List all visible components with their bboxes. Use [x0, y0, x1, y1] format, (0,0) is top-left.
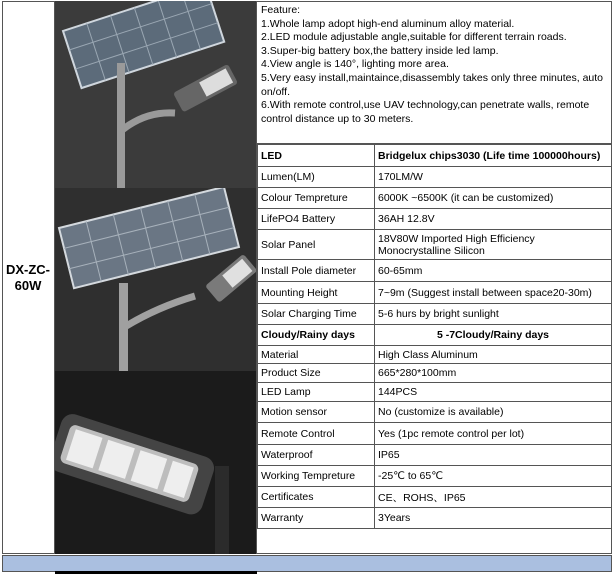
feature-item: 3.Super-big battery box,the battery inside led lamp. [261, 44, 499, 57]
lamp-head-image [55, 371, 257, 554]
spec-key: Product Size [258, 364, 375, 383]
spec-row [258, 346, 612, 364]
spec-value: 6000K ~6500K (it can be customized) [375, 188, 612, 209]
spec-value: -25℃ to 65℃ [375, 466, 612, 487]
spec-key: Motion sensor [258, 402, 375, 423]
feature-item: 5.Very easy install,maintaince,disassembly takes only three minutes, auto on/off. [261, 71, 604, 98]
spec-key: LED Lamp [258, 383, 375, 402]
spec-row [258, 364, 612, 383]
spec-key: Mounting Height [258, 282, 375, 304]
spec-value: 144PCS [375, 383, 612, 402]
spec-row [258, 487, 612, 508]
spec-value: 36AH 12.8V [375, 209, 612, 230]
spec-key: Lumen(LM) [258, 167, 375, 188]
spec-row [258, 383, 612, 402]
spec-value: 665*280*100mm [375, 364, 612, 383]
spec-row [258, 304, 612, 325]
spec-value: High Class Aluminum [375, 346, 612, 364]
product-photo-lamp-head [55, 371, 257, 554]
spec-key: Solar Panel [258, 230, 375, 260]
solar-street-light-image [55, 1, 257, 188]
product-photo-front [55, 1, 257, 188]
spec-key: Cloudy/Rainy days [258, 325, 375, 346]
spec-row [258, 188, 612, 209]
feature-list [257, 1, 612, 144]
spec-value: No (customize is available) [375, 402, 612, 423]
spec-row [258, 282, 612, 304]
solar-panel-pole-image [55, 188, 257, 371]
feature-heading: Feature: [261, 4, 301, 16]
spec-row [258, 508, 612, 529]
spec-row [258, 230, 612, 260]
spec-value: 60-65mm [375, 260, 612, 282]
spec-row [258, 466, 612, 487]
product-photo-side [55, 188, 257, 371]
spec-value: 18V80W Imported High Efficiency Monocrystalline Silicon [375, 230, 612, 260]
feature-item: 2.LED module adjustable angle,suitable for different terrain roads. [261, 31, 567, 44]
spec-table [257, 144, 612, 529]
spec-value: 5-6 hurs by bright sunlight [375, 304, 612, 325]
spec-row [258, 445, 612, 466]
spec-row [258, 423, 612, 445]
model-label: DX-ZC- 60W [5, 261, 51, 293]
bottom-band [2, 555, 612, 572]
spec-key: Warranty [258, 508, 375, 529]
spec-value: Bridgelux chips3030 (Life time 100000hours) [375, 145, 612, 167]
spec-value: Yes (1pc remote control per lot) [375, 423, 612, 445]
spec-row [258, 325, 612, 346]
spec-value: 3Years [375, 508, 612, 529]
spec-value: CE、ROHS、IP65 [375, 487, 612, 508]
spec-row [258, 209, 612, 230]
spec-key: Waterproof [258, 445, 375, 466]
spec-row [258, 145, 612, 167]
spec-key: Remote Control [258, 423, 375, 445]
spec-row [258, 402, 612, 423]
feature-item: 1.Whole lamp adopt high-end aluminum alloy material. [261, 17, 515, 30]
feature-item: 6.With remote control,use UAV technology,can penetrate walls, remote control distance up to 30 meters. [261, 99, 590, 125]
feature-item: 4.View angle is 140°, lighting more area. [261, 58, 449, 71]
spec-key: LifePO4 Battery [258, 209, 375, 230]
model-cell [2, 1, 55, 554]
spec-key: Certificates [258, 487, 375, 508]
spec-value: 7~9m (Suggest install between space20-30m) [375, 282, 612, 304]
spec-value: IP65 [375, 445, 612, 466]
spec-key: Install Pole diameter [258, 260, 375, 282]
spec-row [258, 260, 612, 282]
spec-value: 170LM/W [375, 167, 612, 188]
spec-key: Working Tempreture [258, 466, 375, 487]
spec-key: Colour Tempreture [258, 188, 375, 209]
spec-key: Solar Charging Time [258, 304, 375, 325]
spec-row [258, 167, 612, 188]
spec-value: 5 -7Cloudy/Rainy days [375, 325, 612, 346]
spec-key: Material [258, 346, 375, 364]
spec-key: LED [258, 145, 375, 167]
